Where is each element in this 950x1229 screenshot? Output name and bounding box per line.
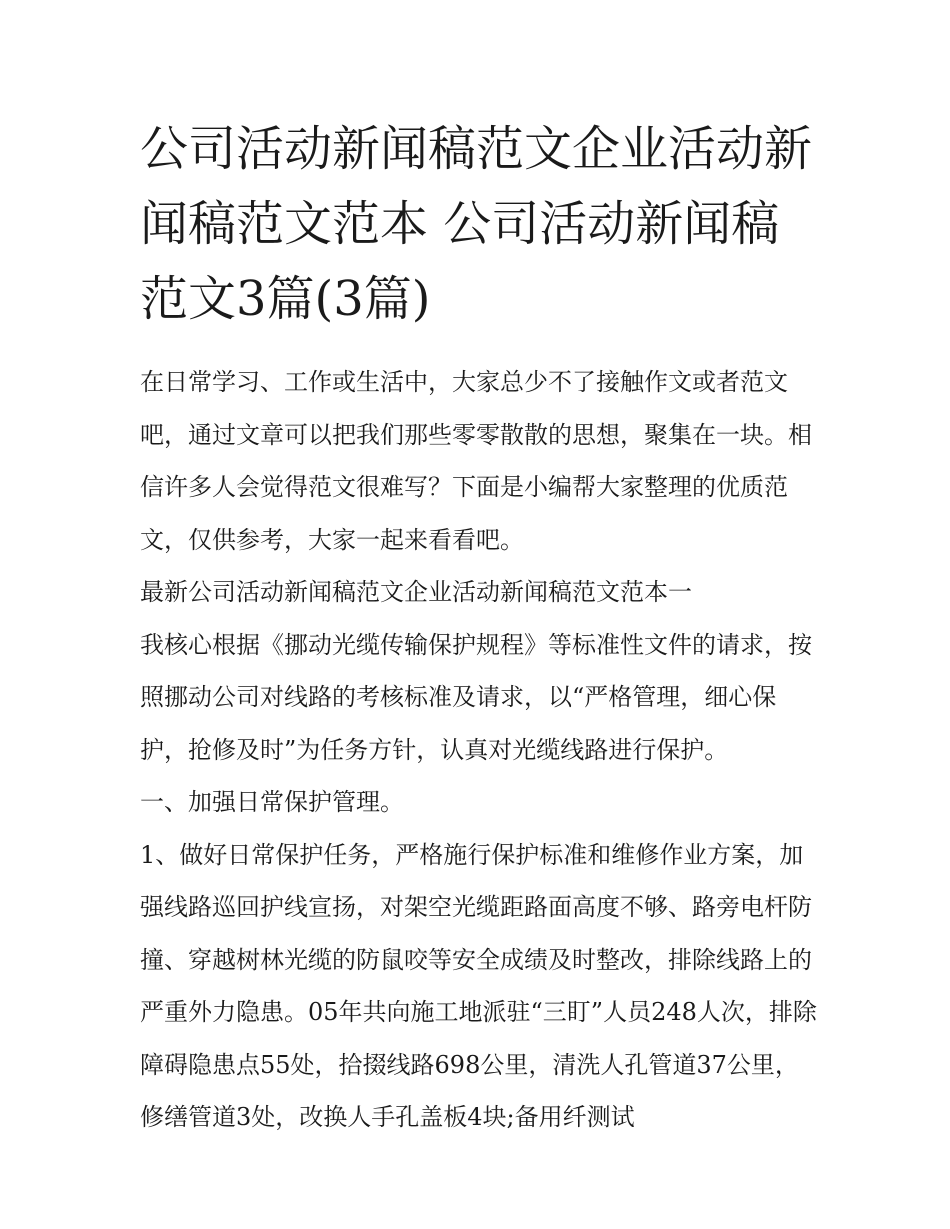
- body-paragraph: 我核心根据《挪动光缆传输保护规程》等标准性文件的请求，按照挪动公司对线路的考核标准及请求，以“严格管理，细心保护，抢修及时”为任务方针，认真对光缆线路进行保护。: [140, 630, 812, 764]
- document-body: [140, 356, 820, 1144]
- body-paragraph: 1、做好日常保护任务，严格施行保护标准和维修作业方案，加强线路巡回护线宣扬，对架空光缆距路面高度不够、路旁电杆防撞、穿越树林光缆的防鼠咬等安全成绩及时整改，排除线路上的严重外力隐患。05年共向施工地派驻“三盯”人员248人次，排除障碍隐患点55处，拾掇线路698公里，清洗人孔管道37公里，修缮管道3处，改换人手孔盖板4块;备用纤测试: [140, 840, 817, 1131]
- section-heading: 最新公司活动新闻稿范文企业活动新闻稿范文范本一: [140, 578, 692, 606]
- document-title: 公司活动新闻稿范文企业活动新闻稿范文范本 公司活动新闻稿范文3篇(3篇): [140, 121, 813, 327]
- subsection-heading: 一、加强日常保护管理。: [140, 788, 404, 816]
- intro-paragraph: 在日常学习、工作或生活中，大家总少不了接触作文或者范文吧，通过文章可以把我们那些零零散散的思想，聚集在一块。相信许多人会觉得范文很难写？下面是小编帮大家整理的优质范文，仅供参考，大家一起来看看吧。: [140, 368, 812, 554]
